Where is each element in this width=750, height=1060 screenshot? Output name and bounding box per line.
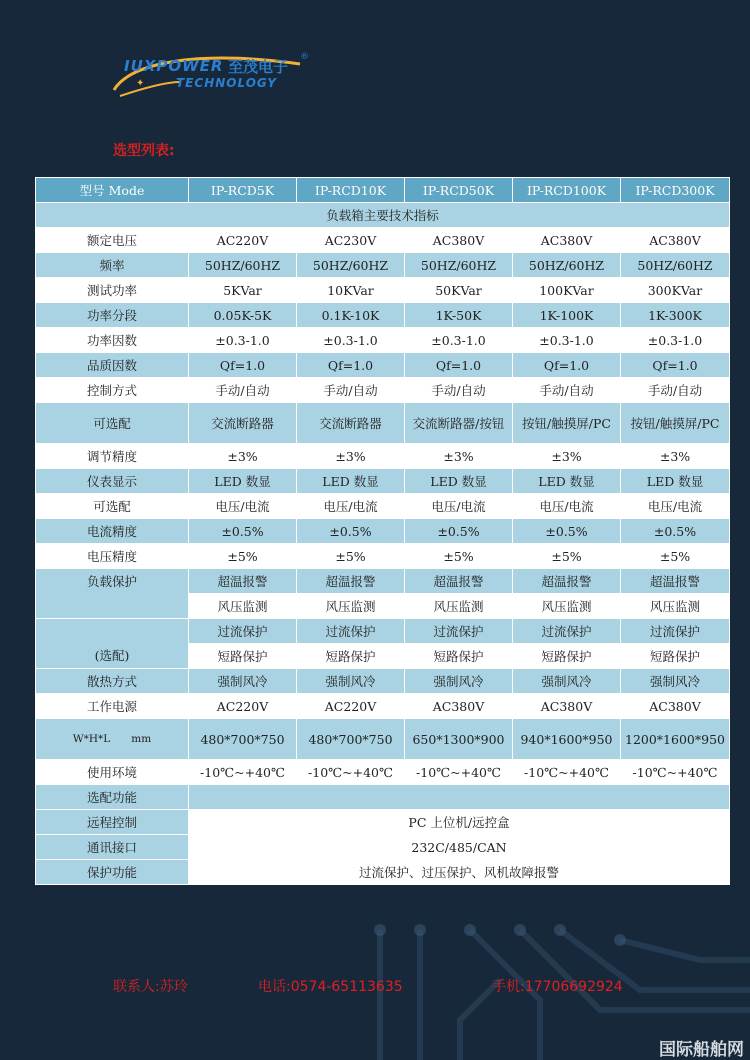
table-cell: 风压监测: [297, 594, 405, 619]
table-row: [36, 810, 730, 835]
table-row: [36, 719, 730, 760]
table-cell: -10℃~+40℃: [621, 760, 730, 785]
table-cell: ±0.5%: [405, 519, 513, 544]
table-cell: 风压监测: [513, 594, 621, 619]
table-cell: 风压监测: [621, 594, 730, 619]
table-cell: AC380V: [405, 228, 513, 253]
row-label: 通讯接口: [36, 835, 189, 860]
row-label: 散热方式: [36, 669, 189, 694]
header-cell: 型号 Mode: [36, 178, 189, 203]
table-cell: 手动/自动: [513, 378, 621, 403]
table-row: [36, 303, 730, 328]
table-cell: AC220V: [297, 694, 405, 719]
table-cell: 5KVar: [189, 278, 297, 303]
table-cell: 50KVar: [405, 278, 513, 303]
row-label: 工作电源: [36, 694, 189, 719]
table-row: [36, 253, 730, 278]
row-label: 功率因数: [36, 328, 189, 353]
table-row: [36, 403, 730, 444]
row-label: 可选配: [36, 494, 189, 519]
table-row: [36, 494, 730, 519]
table-cell: 交流断路器: [189, 403, 297, 444]
table-cell: 强制风冷: [297, 669, 405, 694]
table-cell: 电压/电流: [297, 494, 405, 519]
table-cell: 1K-300K: [621, 303, 730, 328]
table-cell: LED 数显: [513, 469, 621, 494]
table-row: [36, 278, 730, 303]
table-cell: AC220V: [189, 228, 297, 253]
table-cell: Qf=1.0: [405, 353, 513, 378]
table-cell: 480*700*750: [189, 719, 297, 760]
table-cell: 50HZ/60HZ: [513, 253, 621, 278]
row-label: 调节精度: [36, 444, 189, 469]
table-cell: AC380V: [621, 694, 730, 719]
table-cell: AC380V: [621, 228, 730, 253]
table-row: [36, 228, 730, 253]
row-label: 测试功率: [36, 278, 189, 303]
table-cell: 过流保护: [297, 619, 405, 644]
table-cell: ±5%: [405, 544, 513, 569]
table-cell: 风压监测: [405, 594, 513, 619]
table-cell: 超温报警: [297, 569, 405, 594]
row-label: 额定电压: [36, 228, 189, 253]
contact-person: 联系人:苏玲: [113, 979, 188, 995]
table-cell: 按钮/触摸屏/PC: [621, 403, 730, 444]
table-cell: 过流保护: [405, 619, 513, 644]
header-cell: IP-RCD5K: [189, 178, 297, 203]
table-cell: 风压监测: [189, 594, 297, 619]
table-cell: LED 数显: [405, 469, 513, 494]
table-cell: 强制风冷: [189, 669, 297, 694]
table-cell: ±0.3-1.0: [405, 328, 513, 353]
table-row: [36, 444, 730, 469]
contact-mobile: 手机:17706692924: [492, 979, 623, 995]
table-cell: -10℃~+40℃: [405, 760, 513, 785]
table-row: [36, 785, 730, 810]
table-cell: ±0.5%: [621, 519, 730, 544]
table-cell: -10℃~+40℃: [297, 760, 405, 785]
table-cell: 1K-100K: [513, 303, 621, 328]
table-cell: 300KVar: [621, 278, 730, 303]
table-cell: 940*1600*950: [513, 719, 621, 760]
table-cell: -10℃~+40℃: [189, 760, 297, 785]
row-label: 功率分段: [36, 303, 189, 328]
table-cell: Qf=1.0: [297, 353, 405, 378]
row-label: 品质因数: [36, 353, 189, 378]
table-cell: LED 数显: [297, 469, 405, 494]
table-cell: ±3%: [621, 444, 730, 469]
table-cell: 电压/电流: [405, 494, 513, 519]
table-row: [36, 860, 730, 885]
table-cell: 强制风冷: [513, 669, 621, 694]
row-label: 电流精度: [36, 519, 189, 544]
table-cell: 0.1K-10K: [297, 303, 405, 328]
table-cell: Qf=1.0: [189, 353, 297, 378]
table-cell: 232C/485/CAN: [189, 835, 730, 860]
table-cell: 480*700*750: [297, 719, 405, 760]
table-cell: 短路保护: [621, 644, 730, 669]
table-cell: 电压/电流: [189, 494, 297, 519]
table-cell: 50HZ/60HZ: [405, 253, 513, 278]
table-cell: 过流保护: [189, 619, 297, 644]
table-cell: ±5%: [189, 544, 297, 569]
table-cell: 50HZ/60HZ: [189, 253, 297, 278]
table-cell: 手动/自动: [297, 378, 405, 403]
table-cell: 超温报警: [405, 569, 513, 594]
table-cell: ±3%: [189, 444, 297, 469]
row-label: W*H*L mm: [36, 719, 189, 760]
table-cell: 短路保护: [189, 644, 297, 669]
table-cell: PC 上位机/远控盒: [189, 810, 730, 835]
table-cell: 手动/自动: [189, 378, 297, 403]
table-cell: ±0.3-1.0: [297, 328, 405, 353]
table-cell: AC380V: [405, 694, 513, 719]
logo-technology-text: TECHNOLOGY: [176, 76, 277, 90]
table-row: [36, 669, 730, 694]
table-cell: 过流保护、过压保护、风机故障报警: [189, 860, 730, 885]
table-cell: ±0.5%: [297, 519, 405, 544]
table-cell: 手动/自动: [621, 378, 730, 403]
table-row: [36, 694, 730, 719]
row-label: (选配): [36, 619, 189, 669]
table-cell: 10KVar: [297, 278, 405, 303]
section-title: 选型列表:: [113, 143, 175, 159]
table-cell: ±0.5%: [189, 519, 297, 544]
table-row: [36, 760, 730, 785]
table-cell: AC230V: [297, 228, 405, 253]
table-cell: 超温报警: [189, 569, 297, 594]
table-cell: 电压/电流: [513, 494, 621, 519]
table-cell: 强制风冷: [405, 669, 513, 694]
table-cell: 超温报警: [513, 569, 621, 594]
table-cell: Qf=1.0: [621, 353, 730, 378]
row-label: 远程控制: [36, 810, 189, 835]
table-cell: ±0.3-1.0: [513, 328, 621, 353]
table-row: [36, 353, 730, 378]
table-cell: AC220V: [189, 694, 297, 719]
table-cell: ±0.3-1.0: [189, 328, 297, 353]
row-label: 保护功能: [36, 860, 189, 885]
table-cell: ±3%: [513, 444, 621, 469]
table-cell: AC380V: [513, 694, 621, 719]
table-cell: ±0.3-1.0: [621, 328, 730, 353]
table-row: [36, 378, 730, 403]
watermark: 国际船舶网: [659, 1040, 744, 1060]
row-label: 可选配: [36, 403, 189, 444]
table-cell: ±5%: [297, 544, 405, 569]
table-cell: ±3%: [405, 444, 513, 469]
logo-registered-mark: ®: [300, 52, 309, 62]
table-header-row: [36, 178, 730, 203]
header-cell: IP-RCD100K: [513, 178, 621, 203]
table-cell: -10℃~+40℃: [513, 760, 621, 785]
table-row: [36, 469, 730, 494]
table-subtitle: 负载箱主要技术指标: [36, 203, 730, 228]
row-label: 负载保护: [36, 569, 189, 619]
table-cell: 手动/自动: [405, 378, 513, 403]
table-cell: 超温报警: [621, 569, 730, 594]
row-label: 仪表显示: [36, 469, 189, 494]
table-cell: 1200*1600*950: [621, 719, 730, 760]
table-cell: Qf=1.0: [513, 353, 621, 378]
table-row: [36, 835, 730, 860]
table-subtitle-row: [36, 203, 730, 228]
table-cell: ±0.5%: [513, 519, 621, 544]
logo-brand-cn: 至茂电子: [228, 58, 289, 76]
table-cell: LED 数显: [189, 469, 297, 494]
table-cell: 短路保护: [297, 644, 405, 669]
company-logo: [110, 52, 320, 100]
table-cell: 1K-50K: [405, 303, 513, 328]
table-row: [36, 569, 730, 594]
table-cell: 650*1300*900: [405, 719, 513, 760]
header-cell: IP-RCD10K: [297, 178, 405, 203]
table-cell: AC380V: [513, 228, 621, 253]
svg-text:✦: ✦: [136, 78, 145, 89]
table-cell: 电压/电流: [621, 494, 730, 519]
spec-table: [35, 177, 730, 885]
header-cell: IP-RCD50K: [405, 178, 513, 203]
table-cell: 短路保护: [513, 644, 621, 669]
table-cell: 50HZ/60HZ: [621, 253, 730, 278]
table-row: [36, 519, 730, 544]
table-cell: 按钮/触摸屏/PC: [513, 403, 621, 444]
row-label: 控制方式: [36, 378, 189, 403]
table-cell: ±5%: [621, 544, 730, 569]
table-cell: 0.05K-5K: [189, 303, 297, 328]
row-label: 频率: [36, 253, 189, 278]
contact-phone: 电话:0574-65113635: [258, 979, 403, 995]
table-row: [36, 619, 730, 644]
row-label: 电压精度: [36, 544, 189, 569]
table-cell: 过流保护: [621, 619, 730, 644]
table-cell: 交流断路器: [297, 403, 405, 444]
options-title: 选配功能: [36, 785, 189, 810]
table-cell: 50HZ/60HZ: [297, 253, 405, 278]
logo-brand-text: IUXPOWER: [124, 57, 224, 75]
table-cell: 过流保护: [513, 619, 621, 644]
row-label: 使用环境: [36, 760, 189, 785]
table-cell: 100KVar: [513, 278, 621, 303]
table-cell: 短路保护: [405, 644, 513, 669]
table-row: [36, 544, 730, 569]
table-cell: 交流断路器/按钮: [405, 403, 513, 444]
table-row: [36, 328, 730, 353]
table-cell: ±5%: [513, 544, 621, 569]
table-cell: LED 数显: [621, 469, 730, 494]
table-cell: 强制风冷: [621, 669, 730, 694]
table-cell: [189, 785, 730, 810]
header-cell: IP-RCD300K: [621, 178, 730, 203]
table-cell: ±3%: [297, 444, 405, 469]
